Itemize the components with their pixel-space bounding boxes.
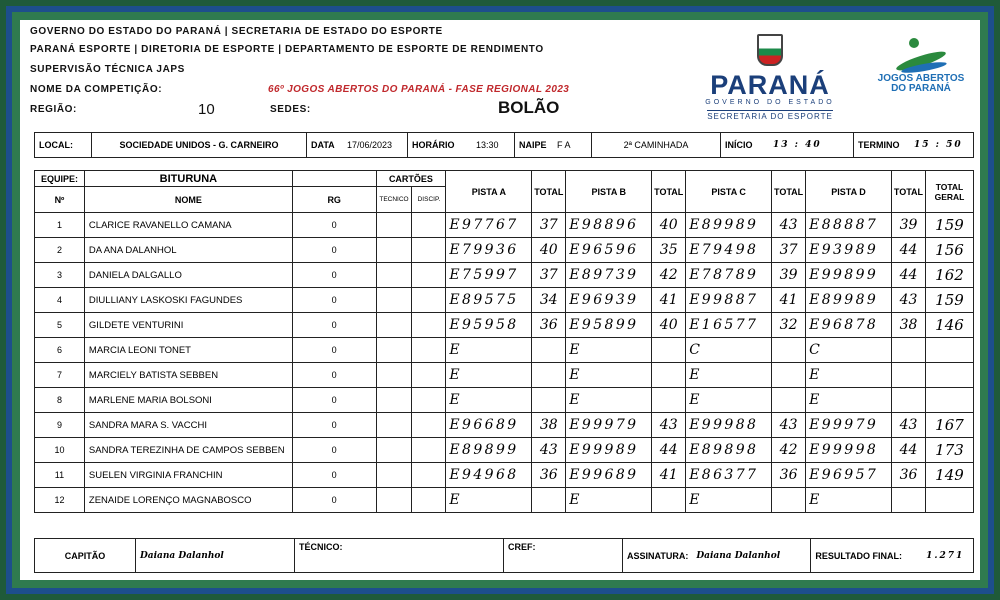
capitao-label: CAPITÃO	[35, 539, 136, 573]
nome-header: NOME	[84, 187, 292, 213]
player-rg: 0	[292, 388, 376, 413]
table-row	[35, 463, 974, 488]
pista-c-scores: E86377	[686, 463, 772, 488]
table-row	[35, 363, 974, 388]
pista-d-scores: E96878	[806, 313, 892, 338]
pista-b-scores: E95899	[566, 313, 652, 338]
pista-b-total: 41	[652, 463, 686, 488]
pista-d-total	[892, 363, 926, 388]
tecnico-card-cell	[376, 338, 412, 363]
pista-b-total	[652, 363, 686, 388]
pista-d-scores: E99998	[806, 438, 892, 463]
discip-card-cell	[412, 463, 446, 488]
total-geral: 162	[925, 263, 973, 288]
player-name: SANDRA MARA S. VACCHI	[84, 413, 292, 438]
total-geral	[925, 363, 973, 388]
row-number: 12	[35, 488, 85, 513]
pista-b-scores: E99979	[566, 413, 652, 438]
tecnico-card-cell	[376, 363, 412, 388]
table-row	[35, 338, 974, 363]
pista-a-total: 38	[532, 413, 566, 438]
tecnico-card-cell	[376, 313, 412, 338]
pista-d-scores: E	[806, 363, 892, 388]
inicio-value: 13 : 40	[769, 133, 854, 158]
table-row	[35, 288, 974, 313]
player-name: DIULLIANY LASKOSKI FAGUNDES	[84, 288, 292, 313]
pista-b-scores: E99689	[566, 463, 652, 488]
tecnico-card-cell	[376, 488, 412, 513]
total-geral: 159	[925, 213, 973, 238]
pista-d-total	[892, 388, 926, 413]
pista-b-scores: E96939	[566, 288, 652, 313]
pista-d-total	[892, 488, 926, 513]
total-geral	[925, 488, 973, 513]
pista-d-scores: E99899	[806, 263, 892, 288]
row-number: 1	[35, 213, 85, 238]
pista-d-total	[892, 338, 926, 363]
jogos-abertos-logo	[866, 32, 976, 122]
total-b-header: TOTAL	[652, 171, 686, 213]
pista-d-scores: E89989	[806, 288, 892, 313]
parana-logo-gov: GOVERNO DO ESTADO	[705, 99, 835, 106]
pista-d-total: 44	[892, 263, 926, 288]
pista-d-scores: E	[806, 488, 892, 513]
pista-b-scores: E	[566, 338, 652, 363]
pista-c-scores: E16577	[686, 313, 772, 338]
pista-d-scores: E96957	[806, 463, 892, 488]
table-row	[35, 213, 974, 238]
total-geral: 159	[925, 288, 973, 313]
parana-logo	[680, 32, 860, 128]
discip-card-cell	[412, 438, 446, 463]
footer-table	[34, 538, 974, 573]
naipe-value: F A	[553, 133, 592, 158]
pista-b-scores: E96596	[566, 238, 652, 263]
player-rg: 0	[292, 263, 376, 288]
table-row	[35, 438, 974, 463]
table-row	[35, 313, 974, 338]
pista-c-scores: E89898	[686, 438, 772, 463]
pista-a-scores: E95958	[446, 313, 532, 338]
table-row	[35, 388, 974, 413]
termino-label: TERMINO	[854, 133, 911, 158]
horario-label: HORÁRIO	[408, 133, 473, 158]
player-name: MARCIA LEONI TONET	[84, 338, 292, 363]
pista-b-scores: E	[566, 363, 652, 388]
pista-a-scores: E	[446, 363, 532, 388]
player-rg: 0	[292, 363, 376, 388]
pista-d-total: 38	[892, 313, 926, 338]
pista-a-scores: E	[446, 488, 532, 513]
tecnico-card-cell	[376, 263, 412, 288]
pista-b-total: 41	[652, 288, 686, 313]
total-geral	[925, 388, 973, 413]
pista-b-scores: E	[566, 488, 652, 513]
pista-c-total: 42	[772, 438, 806, 463]
pista-a-total: 34	[532, 288, 566, 313]
pista-c-total: 43	[772, 413, 806, 438]
pista-c-scores: E78789	[686, 263, 772, 288]
player-name: SANDRA TEREZINHA DE CAMPOS SEBBEN	[84, 438, 292, 463]
match-info-table	[34, 132, 974, 158]
pista-b-total: 35	[652, 238, 686, 263]
pista-a-scores: E97767	[446, 213, 532, 238]
tecnico-card-header: TECNICO	[376, 187, 412, 213]
table-row	[35, 488, 974, 513]
pista-d-total: 43	[892, 288, 926, 313]
total-geral: 173	[925, 438, 973, 463]
competition-name: 66º JOGOS ABERTOS DO PARANÁ - FASE REGIONAL 2023	[268, 84, 570, 95]
pista-d-total: 36	[892, 463, 926, 488]
pista-a-total: 37	[532, 213, 566, 238]
discip-card-cell	[412, 313, 446, 338]
player-rg: 0	[292, 288, 376, 313]
pista-a-total	[532, 363, 566, 388]
player-rg: 0	[292, 438, 376, 463]
player-rg: 0	[292, 488, 376, 513]
score-sheet	[20, 20, 980, 580]
pista-d-total: 44	[892, 438, 926, 463]
pista-a-total: 37	[532, 263, 566, 288]
discip-card-cell	[412, 338, 446, 363]
total-d-header: TOTAL	[892, 171, 926, 213]
pista-c-scores: C	[686, 338, 772, 363]
player-name: DA ANA DALANHOL	[84, 238, 292, 263]
region-label: REGIÃO:	[30, 104, 77, 115]
row-number: 5	[35, 313, 85, 338]
pista-b-total: 43	[652, 413, 686, 438]
pista-d-total: 43	[892, 413, 926, 438]
pista-b-total: 40	[652, 313, 686, 338]
horario-value: 13:30	[472, 133, 515, 158]
pista-c-scores: E	[686, 388, 772, 413]
competition-label: NOME DA COMPETIÇÃO:	[30, 84, 163, 95]
tecnico-card-cell	[376, 438, 412, 463]
pista-c-total	[772, 488, 806, 513]
pista-a-total: 36	[532, 463, 566, 488]
athlete-swoosh-icon	[891, 36, 951, 74]
table-row	[35, 263, 974, 288]
pista-d-scores: E99979	[806, 413, 892, 438]
tecnico-card-cell	[376, 413, 412, 438]
assinatura-signature: Daiana Dalanhol	[692, 539, 811, 573]
row-number: 4	[35, 288, 85, 313]
player-name: MARLENE MARIA BOLSONI	[84, 388, 292, 413]
pista-c-total: 32	[772, 313, 806, 338]
header-line-1: GOVERNO DO ESTADO DO PARANÁ | SECRETARIA DE ESTADO DO ESPORTE	[30, 26, 443, 37]
resultado-label: RESULTADO FINAL:	[811, 539, 918, 573]
total-geral: 146	[925, 313, 973, 338]
pista-a-scores: E96689	[446, 413, 532, 438]
pista-c-header: PISTA C	[686, 171, 772, 213]
table-row	[35, 413, 974, 438]
discip-card-header: DISCIP.	[412, 187, 446, 213]
cref-label: CREF:	[504, 539, 623, 573]
player-name: MARCIELY BATISTA SEBBEN	[84, 363, 292, 388]
total-geral: 156	[925, 238, 973, 263]
total-geral: 167	[925, 413, 973, 438]
sedes-label: SEDES:	[270, 104, 311, 115]
equipe-value: BITURUNA	[84, 171, 292, 187]
pista-b-scores: E	[566, 388, 652, 413]
data-value: 17/06/2023	[343, 133, 408, 158]
data-label: DATA	[307, 133, 344, 158]
pista-a-scores: E75997	[446, 263, 532, 288]
sport-title: BOLÃO	[498, 98, 560, 117]
region-value: 10	[198, 101, 215, 118]
player-rg: 0	[292, 213, 376, 238]
tecnico-card-cell	[376, 213, 412, 238]
pista-c-total	[772, 388, 806, 413]
pista-c-total	[772, 338, 806, 363]
pista-c-scores: E79498	[686, 238, 772, 263]
pista-d-total: 39	[892, 213, 926, 238]
pista-d-scores: E88887	[806, 213, 892, 238]
header-line-3: SUPERVISÃO TÉCNICA JAPS	[30, 64, 185, 75]
pista-c-total: 39	[772, 263, 806, 288]
total-c-header: TOTAL	[772, 171, 806, 213]
tecnico-card-cell	[376, 463, 412, 488]
player-rg: 0	[292, 338, 376, 363]
pista-b-total: 44	[652, 438, 686, 463]
player-name: DANIELA DALGALLO	[84, 263, 292, 288]
row-number: 9	[35, 413, 85, 438]
cartoes-header: CARTÕES	[376, 171, 446, 187]
capitao-signature: Daiana Dalanhol	[136, 539, 295, 573]
pista-b-header: PISTA B	[566, 171, 652, 213]
pista-a-total	[532, 338, 566, 363]
total-geral: 149	[925, 463, 973, 488]
jogos-logo-line-2: DO PARANÁ	[891, 83, 951, 94]
caminhada-value: 2ª CAMINHADA	[592, 133, 721, 158]
discip-card-cell	[412, 263, 446, 288]
rg-header: RG	[292, 187, 376, 213]
pista-b-scores: E98896	[566, 213, 652, 238]
player-name: SUELEN VIRGINIA FRANCHIN	[84, 463, 292, 488]
pista-b-total	[652, 388, 686, 413]
pista-b-total: 42	[652, 263, 686, 288]
pista-b-scores: E99989	[566, 438, 652, 463]
discip-card-cell	[412, 363, 446, 388]
pista-c-scores: E	[686, 488, 772, 513]
pista-c-scores: E99988	[686, 413, 772, 438]
player-rg: 0	[292, 238, 376, 263]
tecnico-label: TÉCNICO:	[295, 539, 504, 573]
row-number: 11	[35, 463, 85, 488]
naipe-label: NAIPE	[515, 133, 554, 158]
pista-c-total: 43	[772, 213, 806, 238]
discip-card-cell	[412, 488, 446, 513]
pista-b-total	[652, 338, 686, 363]
local-label: LOCAL:	[35, 133, 92, 158]
pista-a-scores: E	[446, 338, 532, 363]
resultado-value: 1.271	[917, 539, 973, 573]
pista-a-scores: E	[446, 388, 532, 413]
pista-d-total: 44	[892, 238, 926, 263]
pista-a-header: PISTA A	[446, 171, 532, 213]
discip-card-cell	[412, 388, 446, 413]
total-geral	[925, 338, 973, 363]
table-row	[35, 238, 974, 263]
pista-d-scores: C	[806, 338, 892, 363]
pista-a-total	[532, 488, 566, 513]
pista-c-total	[772, 363, 806, 388]
row-number: 2	[35, 238, 85, 263]
pista-b-total: 40	[652, 213, 686, 238]
pista-d-scores: E93989	[806, 238, 892, 263]
pista-a-total: 36	[532, 313, 566, 338]
player-name: ZENAIDE LORENÇO MAGNABOSCO	[84, 488, 292, 513]
parana-logo-sec: SECRETARIA DO ESPORTE	[707, 112, 833, 121]
pista-a-scores: E94968	[446, 463, 532, 488]
player-rg: 0	[292, 313, 376, 338]
discip-card-cell	[412, 288, 446, 313]
jogos-logo-line-1: JOGOS ABERTOS	[877, 73, 965, 84]
pista-b-scores: E89739	[566, 263, 652, 288]
row-number: 3	[35, 263, 85, 288]
pista-a-scores: E89899	[446, 438, 532, 463]
player-name: CLARICE RAVANELLO CAMANA	[84, 213, 292, 238]
row-number: 8	[35, 388, 85, 413]
tecnico-card-cell	[376, 288, 412, 313]
pista-c-scores: E99887	[686, 288, 772, 313]
pista-b-total	[652, 488, 686, 513]
pista-a-total: 40	[532, 238, 566, 263]
player-rg: 0	[292, 413, 376, 438]
discip-card-cell	[412, 213, 446, 238]
pista-a-total: 43	[532, 438, 566, 463]
termino-value: 15 : 50	[910, 133, 974, 158]
pista-c-scores: E	[686, 363, 772, 388]
discip-card-cell	[412, 413, 446, 438]
player-rg: 0	[292, 463, 376, 488]
parana-seal-icon	[757, 34, 783, 66]
row-number: 6	[35, 338, 85, 363]
pista-c-total: 37	[772, 238, 806, 263]
pista-c-total: 41	[772, 288, 806, 313]
pista-a-scores: E79936	[446, 238, 532, 263]
row-number: 7	[35, 363, 85, 388]
pista-c-total: 36	[772, 463, 806, 488]
row-number: 10	[35, 438, 85, 463]
parana-logo-word: PARANÁ	[710, 70, 830, 100]
tecnico-card-cell	[376, 388, 412, 413]
local-value: SOCIEDADE UNIDOS - G. CARNEIRO	[92, 133, 307, 158]
pista-d-scores: E	[806, 388, 892, 413]
pista-a-total	[532, 388, 566, 413]
total-a-header: TOTAL	[532, 171, 566, 213]
pista-d-header: PISTA D	[806, 171, 892, 213]
tecnico-card-cell	[376, 238, 412, 263]
header-line-2: PARANÁ ESPORTE | DIRETORIA DE ESPORTE | DEPARTAMENTO DE ESPORTE DE RENDIMENTO	[30, 44, 544, 55]
equipe-label: EQUIPE:	[35, 171, 85, 187]
inicio-label: INÍCIO	[721, 133, 770, 158]
pista-a-scores: E89575	[446, 288, 532, 313]
total-geral-header: TOTAL GERAL	[925, 171, 973, 213]
discip-card-cell	[412, 238, 446, 263]
player-name: GILDETE VENTURINI	[84, 313, 292, 338]
assinatura-label: ASSINATURA:	[623, 539, 693, 573]
score-table	[34, 170, 974, 513]
pista-c-scores: E89989	[686, 213, 772, 238]
numero-header: Nº	[35, 187, 85, 213]
